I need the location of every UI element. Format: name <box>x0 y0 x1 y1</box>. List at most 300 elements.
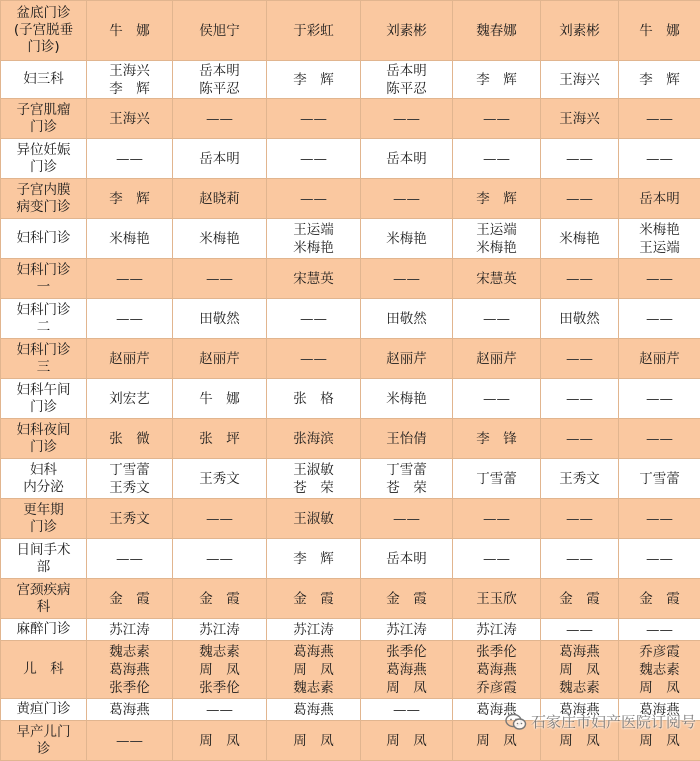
department-cell <box>1 1 87 61</box>
cell-line: 赵丽芹 <box>363 350 450 368</box>
schedule-cell <box>541 419 619 459</box>
cell-line: 赵丽芹 <box>455 350 538 368</box>
doctor-header-cell <box>87 1 173 61</box>
cell-line: 米梅艳 <box>455 239 538 257</box>
schedule-cell <box>619 61 700 99</box>
schedule-cell <box>453 499 541 539</box>
schedule-cell <box>361 619 453 641</box>
cell-line: 妇科午间 <box>3 382 84 399</box>
cell-line: 张季伦 <box>455 643 538 661</box>
cell-line: 岳本明 <box>175 150 264 168</box>
cell-line: —— <box>455 150 538 168</box>
cell-line: 王秀文 <box>175 470 264 488</box>
cell-line: —— <box>89 150 170 168</box>
cell-line: 葛海燕 <box>543 701 616 719</box>
schedule-cell <box>267 379 361 419</box>
doctor-header-cell <box>361 1 453 61</box>
schedule-cell <box>541 61 619 99</box>
cell-line: 王秀文 <box>89 510 170 528</box>
cell-line: 金 霞 <box>363 590 450 608</box>
cell-line: 周 凤 <box>543 661 616 679</box>
cell-line: 于彩虹 <box>269 22 358 40</box>
schedule-cell <box>541 179 619 219</box>
cell-line: 葛海燕 <box>621 701 698 719</box>
cell-line: 魏春娜 <box>455 22 538 40</box>
schedule-cell <box>361 179 453 219</box>
schedule-cell <box>87 459 173 499</box>
schedule-cell <box>619 619 700 641</box>
schedule-cell <box>541 579 619 619</box>
schedule-cell <box>173 61 267 99</box>
department-cell <box>1 579 87 619</box>
schedule-cell <box>541 619 619 641</box>
cell-line: 妇科门诊 <box>3 262 84 279</box>
schedule-cell <box>173 379 267 419</box>
cell-line: —— <box>543 270 616 288</box>
cell-line: —— <box>89 310 170 328</box>
cell-line: 妇科门诊 <box>3 230 84 247</box>
schedule-cell <box>619 699 700 721</box>
cell-line: 魏志素 <box>543 679 616 697</box>
schedule-cell <box>453 721 541 761</box>
cell-line: 王秀文 <box>543 470 616 488</box>
cell-line: 丁雪蕾 <box>363 461 450 479</box>
schedule-cell <box>267 61 361 99</box>
department-cell <box>1 459 87 499</box>
schedule-cell <box>541 259 619 299</box>
cell-line: 王淑敏 <box>269 461 358 479</box>
cell-line: 米梅艳 <box>89 230 170 248</box>
schedule-cell <box>267 539 361 579</box>
schedule-row <box>1 499 700 539</box>
schedule-cell <box>267 499 361 539</box>
cell-line: —— <box>543 510 616 528</box>
schedule-cell <box>361 139 453 179</box>
schedule-cell <box>619 259 700 299</box>
cell-line: 妇三科 <box>3 71 84 88</box>
cell-line: —— <box>89 732 170 750</box>
schedule-cell <box>87 539 173 579</box>
cell-line: 门诊 <box>3 399 84 416</box>
cell-line: —— <box>621 550 698 568</box>
cell-line: 周 凤 <box>175 661 264 679</box>
cell-line: 宋慧英 <box>269 270 358 288</box>
cell-line: —— <box>621 430 698 448</box>
schedule-cell <box>619 641 700 699</box>
cell-line: 岳本明 <box>175 62 264 80</box>
cell-line: —— <box>621 150 698 168</box>
schedule-cell <box>173 539 267 579</box>
cell-line: 金 霞 <box>175 590 264 608</box>
cell-line: 王运端 <box>269 221 358 239</box>
schedule-cell <box>361 339 453 379</box>
schedule-cell <box>267 459 361 499</box>
cell-line: 早产儿门 <box>3 724 84 741</box>
cell-line: —— <box>621 310 698 328</box>
cell-line: —— <box>363 701 450 719</box>
schedule-cell <box>619 721 700 761</box>
schedule-cell <box>541 459 619 499</box>
schedule-cell <box>361 499 453 539</box>
cell-line: 苍 荣 <box>269 479 358 497</box>
cell-line: 周 凤 <box>363 732 450 750</box>
schedule-cell <box>619 179 700 219</box>
department-cell <box>1 61 87 99</box>
cell-line: 金 霞 <box>621 590 698 608</box>
schedule-cell <box>619 499 700 539</box>
schedule-cell <box>541 721 619 761</box>
cell-line: 苏江涛 <box>269 621 358 639</box>
schedule-cell <box>267 699 361 721</box>
schedule-row <box>1 61 700 99</box>
cell-line: —— <box>621 510 698 528</box>
schedule-row <box>1 459 700 499</box>
cell-line: 病变门诊 <box>3 199 84 216</box>
cell-line: —— <box>363 510 450 528</box>
department-cell <box>1 499 87 539</box>
cell-line: —— <box>175 550 264 568</box>
cell-line: 魏志素 <box>89 643 170 661</box>
cell-line: 妇科门诊 <box>3 302 84 319</box>
cell-line: 葛海燕 <box>89 661 170 679</box>
cell-line: —— <box>543 350 616 368</box>
cell-line: —— <box>363 110 450 128</box>
cell-line: —— <box>269 350 358 368</box>
cell-line: 田敬然 <box>363 310 450 328</box>
schedule-cell <box>453 579 541 619</box>
schedule-cell <box>267 619 361 641</box>
cell-line: —— <box>175 270 264 288</box>
cell-line: 部 <box>3 559 84 576</box>
cell-line: 牛 娜 <box>89 22 170 40</box>
cell-line: 刘素彬 <box>543 22 616 40</box>
schedule-cell <box>453 99 541 139</box>
schedule-cell <box>361 419 453 459</box>
schedule-row <box>1 641 700 699</box>
cell-line: 米梅艳 <box>543 230 616 248</box>
cell-line: 丁雪蕾 <box>455 470 538 488</box>
cell-line: 葛海燕 <box>543 643 616 661</box>
cell-line: 周 凤 <box>175 732 264 750</box>
cell-line: 葛海燕 <box>269 643 358 661</box>
cell-line: 米梅艳 <box>269 239 358 257</box>
schedule-cell <box>87 299 173 339</box>
schedule-cell <box>361 299 453 339</box>
cell-line: 张季伦 <box>175 679 264 697</box>
cell-line: 三 <box>3 359 84 376</box>
schedule-cell <box>541 99 619 139</box>
cell-line: 金 霞 <box>543 590 616 608</box>
cell-line: 魏志素 <box>269 679 358 697</box>
doctor-header-cell <box>453 1 541 61</box>
schedule-cell <box>541 379 619 419</box>
cell-line: 陈平忍 <box>363 80 450 98</box>
schedule-cell <box>267 99 361 139</box>
cell-line: —— <box>175 110 264 128</box>
schedule-cell <box>173 459 267 499</box>
cell-line: 王运端 <box>455 221 538 239</box>
cell-line: 妇科门诊 <box>3 342 84 359</box>
schedule-cell <box>267 139 361 179</box>
schedule-cell <box>173 499 267 539</box>
schedule-cell <box>541 499 619 539</box>
schedule-row <box>1 699 700 721</box>
schedule-cell <box>619 579 700 619</box>
cell-line: 宋慧英 <box>455 270 538 288</box>
cell-line: 李 辉 <box>89 80 170 98</box>
department-cell <box>1 641 87 699</box>
cell-line: 妇科夜间 <box>3 422 84 439</box>
schedule-row <box>1 1 700 61</box>
cell-line: 丁雪蕾 <box>89 461 170 479</box>
schedule-cell <box>361 579 453 619</box>
cell-line: 李 辉 <box>269 71 358 89</box>
cell-line: —— <box>175 701 264 719</box>
cell-line: 魏志素 <box>175 643 264 661</box>
cell-line: 周 凤 <box>363 679 450 697</box>
cell-line: 葛海燕 <box>455 701 538 719</box>
schedule-row <box>1 219 700 259</box>
department-cell <box>1 419 87 459</box>
doctor-header-cell <box>173 1 267 61</box>
cell-line: 周 凤 <box>621 732 698 750</box>
cell-line: —— <box>363 190 450 208</box>
cell-line: —— <box>543 390 616 408</box>
cell-line: 儿 科 <box>3 661 84 678</box>
schedule-cell <box>267 219 361 259</box>
cell-line: 李 锋 <box>455 430 538 448</box>
cell-line: 王海兴 <box>89 62 170 80</box>
schedule-cell <box>173 699 267 721</box>
schedule-cell <box>541 699 619 721</box>
department-cell <box>1 179 87 219</box>
schedule-row <box>1 339 700 379</box>
cell-line: 诊 <box>3 741 84 758</box>
cell-line: 子宫内膜 <box>3 182 84 199</box>
schedule-cell <box>453 379 541 419</box>
schedule-cell <box>173 419 267 459</box>
department-cell <box>1 721 87 761</box>
cell-line: 苏江涛 <box>363 621 450 639</box>
cell-line: 子宫肌瘤 <box>3 102 84 119</box>
department-cell <box>1 699 87 721</box>
schedule-cell <box>619 419 700 459</box>
cell-line: 苏江涛 <box>455 621 538 639</box>
cell-line: —— <box>455 510 538 528</box>
cell-line: 乔彦霞 <box>455 679 538 697</box>
schedule-cell <box>267 419 361 459</box>
doctor-header-cell <box>619 1 700 61</box>
cell-line: 门诊 <box>3 159 84 176</box>
schedule-cell <box>173 219 267 259</box>
cell-line: 田敬然 <box>543 310 616 328</box>
cell-line: 岳本明 <box>363 62 450 80</box>
cell-line: 赵丽芹 <box>175 350 264 368</box>
cell-line: 宫颈疾病 <box>3 582 84 599</box>
cell-line: 牛 娜 <box>175 390 264 408</box>
cell-line: 麻醉门诊 <box>3 621 84 638</box>
cell-line: 岳本明 <box>363 150 450 168</box>
cell-line: 门诊 <box>3 119 84 136</box>
cell-line: 米梅艳 <box>363 230 450 248</box>
cell-line: 妇科 <box>3 462 84 479</box>
schedule-cell <box>87 219 173 259</box>
schedule-cell <box>87 579 173 619</box>
cell-line: 葛海燕 <box>363 661 450 679</box>
schedule-cell <box>87 499 173 539</box>
cell-line: 苍 荣 <box>363 479 450 497</box>
cell-line: —— <box>89 270 170 288</box>
schedule-cell <box>619 379 700 419</box>
schedule-row <box>1 99 700 139</box>
cell-line: 金 霞 <box>269 590 358 608</box>
cell-line: —— <box>269 310 358 328</box>
schedule-cell <box>267 179 361 219</box>
cell-line: 侯旭宁 <box>175 22 264 40</box>
schedule-cell <box>619 99 700 139</box>
schedule-cell <box>453 259 541 299</box>
cell-line: 刘宏艺 <box>89 390 170 408</box>
schedule-cell <box>541 219 619 259</box>
schedule-cell <box>87 259 173 299</box>
department-cell <box>1 619 87 641</box>
schedule-cell <box>87 419 173 459</box>
cell-line: 王运端 <box>621 239 698 257</box>
schedule-cell <box>267 259 361 299</box>
cell-line: 乔彦霞 <box>621 643 698 661</box>
schedule-cell <box>173 339 267 379</box>
cell-line: 更年期 <box>3 502 84 519</box>
cell-line: 李 辉 <box>455 71 538 89</box>
department-cell <box>1 259 87 299</box>
cell-line: 门诊 <box>3 439 84 456</box>
cell-line: 门诊 <box>3 519 84 536</box>
department-cell <box>1 219 87 259</box>
department-cell <box>1 139 87 179</box>
schedule-cell <box>267 299 361 339</box>
cell-line: —— <box>621 110 698 128</box>
cell-line: 苏江涛 <box>175 621 264 639</box>
schedule-cell <box>361 539 453 579</box>
cell-line: (子宫脱垂 <box>3 22 84 39</box>
schedule-cell <box>173 641 267 699</box>
schedule-cell <box>87 699 173 721</box>
watermark-text: 石家庄市妇产医院订阅号 <box>531 711 696 732</box>
cell-line: 米梅艳 <box>621 221 698 239</box>
department-cell <box>1 539 87 579</box>
schedule-cell <box>619 139 700 179</box>
cell-line: 葛海燕 <box>455 661 538 679</box>
cell-line: 张 坪 <box>175 430 264 448</box>
schedule-row <box>1 539 700 579</box>
cell-line: 异位妊娠 <box>3 142 84 159</box>
cell-line: 张 格 <box>269 390 358 408</box>
schedule-cell <box>173 179 267 219</box>
schedule-row <box>1 139 700 179</box>
schedule-cell <box>541 539 619 579</box>
cell-line: 葛海燕 <box>269 701 358 719</box>
schedule-row <box>1 259 700 299</box>
schedule-cell <box>453 539 541 579</box>
cell-line: 苏江涛 <box>89 621 170 639</box>
schedule-cell <box>541 339 619 379</box>
cell-line: —— <box>455 550 538 568</box>
cell-line: 田敬然 <box>175 310 264 328</box>
schedule-cell <box>267 579 361 619</box>
cell-line: 王海兴 <box>543 110 616 128</box>
department-cell <box>1 99 87 139</box>
cell-line: —— <box>543 150 616 168</box>
department-cell <box>1 339 87 379</box>
schedule-cell <box>619 339 700 379</box>
schedule-cell <box>453 139 541 179</box>
schedule-cell <box>173 99 267 139</box>
schedule-cell <box>453 419 541 459</box>
doctor-header-cell <box>267 1 361 61</box>
cell-line: —— <box>175 510 264 528</box>
schedule-cell <box>453 339 541 379</box>
cell-line: —— <box>543 430 616 448</box>
schedule-cell <box>453 619 541 641</box>
cell-line: 赵丽芹 <box>621 350 698 368</box>
schedule-cell <box>87 641 173 699</box>
cell-line: —— <box>269 110 358 128</box>
cell-line: 赵晓莉 <box>175 190 264 208</box>
cell-line: —— <box>455 110 538 128</box>
schedule-cell <box>619 459 700 499</box>
cell-line: 一 <box>3 279 84 296</box>
department-cell <box>1 379 87 419</box>
schedule-row <box>1 579 700 619</box>
schedule-row <box>1 379 700 419</box>
cell-line: 张海滨 <box>269 430 358 448</box>
schedule-cell <box>361 99 453 139</box>
cell-line: —— <box>269 150 358 168</box>
schedule-cell <box>619 299 700 339</box>
cell-line: 李 辉 <box>89 190 170 208</box>
schedule-row <box>1 721 700 761</box>
cell-line: 二 <box>3 319 84 336</box>
schedule-cell <box>361 379 453 419</box>
schedule-row <box>1 419 700 459</box>
cell-line: 岳本明 <box>363 550 450 568</box>
cell-line: —— <box>543 550 616 568</box>
cell-line: —— <box>543 621 616 639</box>
cell-line: 米梅艳 <box>363 390 450 408</box>
cell-line: 王怡倩 <box>363 430 450 448</box>
schedule-cell <box>87 619 173 641</box>
schedule-cell <box>361 259 453 299</box>
cell-line: 岳本明 <box>621 190 698 208</box>
cell-line: 盆底门诊 <box>3 5 84 22</box>
cell-line: 周 凤 <box>269 661 358 679</box>
schedule-cell <box>361 459 453 499</box>
schedule-cell <box>87 61 173 99</box>
cell-line: 王海兴 <box>89 110 170 128</box>
schedule-cell <box>361 61 453 99</box>
cell-line: 张季伦 <box>363 643 450 661</box>
schedule-cell <box>453 699 541 721</box>
cell-line: 李 辉 <box>621 71 698 89</box>
cell-line: —— <box>363 270 450 288</box>
schedule-cell <box>361 699 453 721</box>
schedule-cell <box>453 299 541 339</box>
cell-line: 赵丽芹 <box>89 350 170 368</box>
cell-line: 科 <box>3 599 84 616</box>
cell-line: 周 凤 <box>455 732 538 750</box>
cell-line: 王玉欣 <box>455 590 538 608</box>
schedule-cell <box>173 259 267 299</box>
